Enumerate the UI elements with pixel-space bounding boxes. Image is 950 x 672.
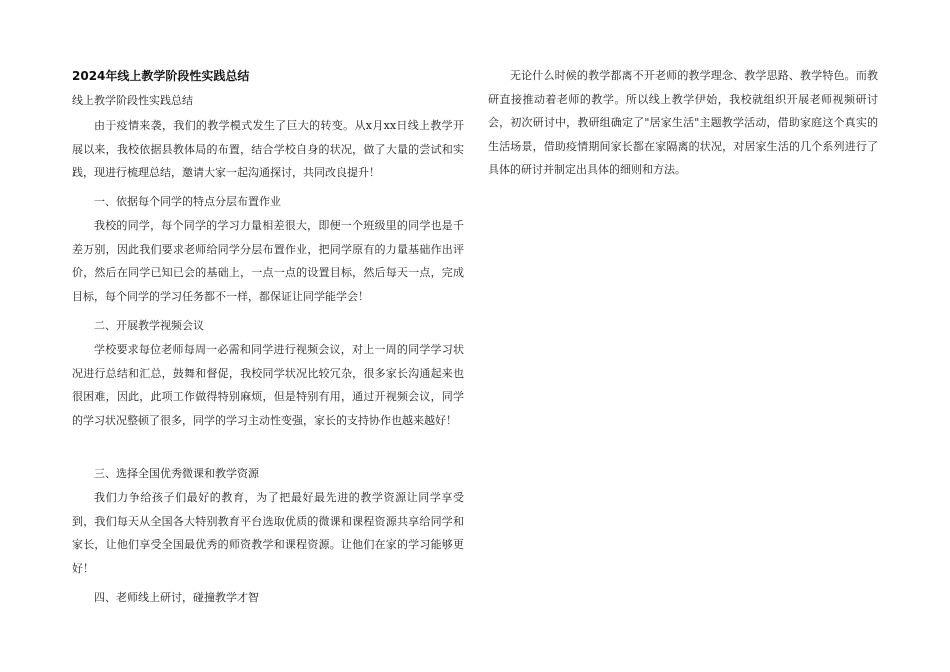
section-heading-3: 三、选择全国优秀微课和教学资源 — [94, 467, 259, 480]
intro-paragraph: 由于疫情来袭，我们的教学模式发生了巨大的转变。从x月xx日线上教学开展以来，我校依据县教体局的布置，结合学校自身的状况，做了大量的尝试和实践，现进行梳理总结，邀请大家一起沟通探讨，共同改良提升！ — [72, 119, 464, 179]
section-heading-4: 四、老师线上研讨，碰撞教学才智 — [94, 591, 259, 604]
section-body-2: 学校要求每位老师每周一必需和同学进行视频会议，对上一周的同学学习状况进行总结和汇总，鼓舞和督促，我校同学状况比较冗杂，很多家长沟通起来也很困难，因此，此项工作做得特别麻烦，但是特别有用，通过开视频会议，同学的学习状况整顿了很多，同学的学习主动性变强，家长的支持协作也越来越好！ — [72, 343, 464, 427]
section-heading-2: 二、开展教学视频会议 — [94, 319, 204, 332]
section-body-4: 无论什么时候的教学都离不开老师的教学理念、教学思路、教学特色。而教研直接推动着老师的教学。所以线上教学伊始，我校就组织开展老师视频研讨会，初次研讨中，教研组确定了"居家生活"主题教学活动，借助家庭这个真实的生活场景，借助疫情期间家长都在家隔离的状况，对居家生活的几个系列进行了具体的研讨并制定出具体的细则和方法。 — [488, 69, 878, 176]
section-body-3: 我们力争给孩子们最好的教育，为了把最好最先进的教学资源让同学享受到，我们每天从全国各大特别教育平台选取优质的微课和课程资源共享给同学和家长，让他们享受全国最优秀的师资教学和课程资源。让他们在家的学习能够更好！ — [72, 491, 464, 575]
document-subtitle: 线上教学阶段性实践总结 — [72, 94, 193, 107]
section-heading-1: 一、依据每个同学的特点分层布置作业 — [94, 195, 281, 208]
section-body-1: 我校的同学，每个同学的学习力量相差很大，即便一个班级里的同学也是千差万别，因此我们要求老师给同学分层布置作业，把同学原有的力量基础作出评价，然后在同学已知已会的基础上，一点一点的设置目标，然后每天一点，完成目标，每个同学的学习任务都不一样，都保证让同学能学会！ — [72, 219, 464, 303]
document-title: 2024年线上教学阶段性实践总结 — [72, 69, 250, 83]
